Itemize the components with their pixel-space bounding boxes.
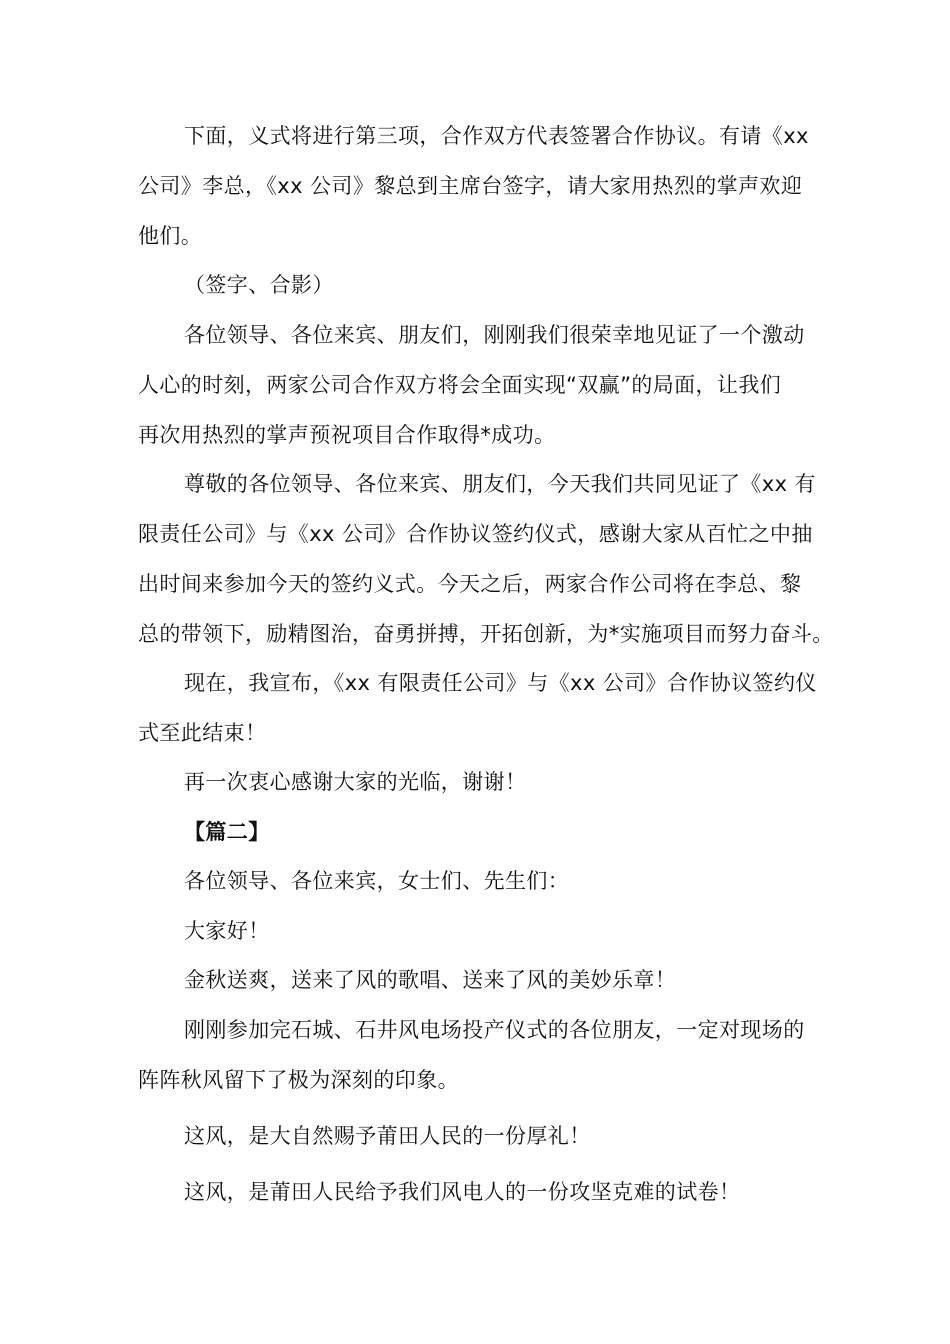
section-heading: 【篇二】 (184, 820, 270, 844)
paragraph-9-line-1: 这风，是莆田人民给予我们风电人的一份攻坚克难的试卷！ (184, 1180, 741, 1204)
paragraph-3-line-2: 限责任公司》与《xx 公司》合作协议签约仪式，感谢大家从百忙之中抽 (138, 522, 813, 546)
paragraph-2-line-2: 人心的时刻，两家公司合作双方将会全面实现“双赢”的局面，让我们 (138, 373, 782, 397)
paragraph-7-line-2: 阵阵秋风留下了极为深刻的印象。 (138, 1068, 459, 1092)
paragraph-5-line-1: 再一次衷心感谢大家的光临，谢谢！ (184, 770, 527, 794)
paragraph-3-line-3: 出时间来参加今天的签约义式。今天之后，两家合作公司将在李总、黎 (138, 572, 802, 596)
paragraph-3-line-4: 总的带领下，励精图治，奋勇拼搏，开拓创新，为*实施项目而努力奋斗。 (138, 622, 834, 646)
paragraph-1-line-3: 他们。 (138, 224, 203, 248)
paragraph-6-line-1: 金秋送爽，送来了风的歌唱、送来了风的美妙乐章！ (184, 968, 677, 992)
salutation: 各位领导、各位来宾，女士们、先生们： (184, 869, 570, 893)
greeting: 大家好！ (184, 919, 270, 943)
paragraph-4-line-2: 式至此结束！ (138, 721, 267, 745)
paragraph-4-line-1: 现在，我宣布，《xx 有限责任公司》与《xx 公司》合作协议签约仪 (184, 671, 817, 695)
paragraph-8-line-1: 这风，是大自然赐予莆田人民的一份厚礼！ (184, 1124, 591, 1148)
paragraph-7-line-1: 刚刚参加完石城、石井风电场投产仪式的各位朋友，一定对现场的 (184, 1018, 805, 1042)
paragraph-2-line-3: 再次用热烈的掌声预祝项目合作取得*成功。 (138, 423, 556, 447)
paragraph-2-line-1: 各位领导、各位来宾、朋友们，刚刚我们很荣幸地见证了一个激动 (184, 323, 805, 347)
paragraph-1-line-1: 下面，义式将进行第三项，合作双方代表签署合作协议。有请《xx (184, 124, 809, 148)
paragraph-1-line-2: 公司》李总，《xx 公司》黎总到主席台签字，请大家用热烈的掌声欢迎 (138, 174, 803, 198)
stage-direction: （签字、合影） (184, 273, 334, 297)
paragraph-3-line-1: 尊敬的各位领导、各位来宾、朋友们，今天我们共同见证了《xx 有 (184, 472, 816, 496)
